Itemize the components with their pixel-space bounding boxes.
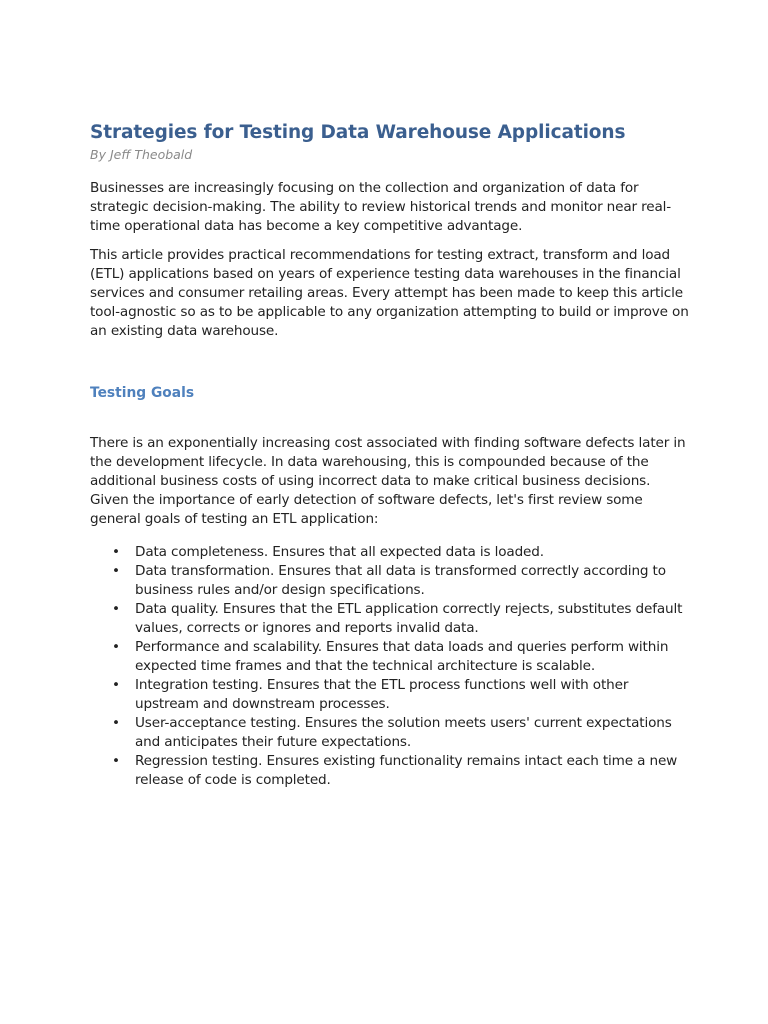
list-item bbox=[90, 676, 690, 714]
document-page bbox=[90, 120, 690, 790]
bullet-icon: • bbox=[112, 639, 120, 655]
article-byline: By Jeff Theobald bbox=[90, 147, 193, 162]
list-item bbox=[90, 638, 690, 676]
article-title: Strategies for Testing Data Warehouse Applications bbox=[90, 122, 626, 143]
bullet-icon: • bbox=[112, 544, 120, 560]
list-item-text: Data quality. Ensures that the ETL application correctly rejects, substitutes default values, corrects or ignores and reports invalid data. bbox=[135, 601, 683, 636]
list-item bbox=[90, 562, 690, 600]
list-item-text: Data completeness. Ensures that all expected data is loaded. bbox=[135, 544, 544, 560]
bullet-icon: • bbox=[112, 601, 120, 617]
list-item-text: Integration testing. Ensures that the ETL process functions well with other upstream and downstream processes. bbox=[135, 677, 629, 712]
intro-paragraph: Businesses are increasingly focusing on the collection and organization of data for strategic decision-making. The ability to review historical trends and monitor near real-time operational data has become a key competitive advantage. bbox=[90, 180, 672, 234]
bullet-icon: • bbox=[112, 753, 120, 769]
list-item-text: Performance and scalability. Ensures that data loads and queries perform within expected time frames and that the technical architecture is scalable. bbox=[135, 639, 669, 674]
scope-paragraph: This article provides practical recommendations for testing extract, transform and load (ETL) applications based on years of experience testing data warehouses in the financial services and consumer retailing areas. Every attempt has been made to keep this article tool-agnostic so as to be applicable to any organization attempting to build or improve on an existing data warehouse. bbox=[90, 247, 689, 339]
list-item bbox=[90, 752, 690, 790]
testing-goals-list bbox=[90, 543, 690, 790]
list-item bbox=[90, 543, 690, 562]
section-heading-testing-goals: Testing Goals bbox=[90, 385, 195, 401]
list-item-text: Data transformation. Ensures that all data is transformed correctly according to business rules and/or design specifications. bbox=[135, 563, 666, 598]
list-item-text: Regression testing. Ensures existing functionality remains intact each time a new release of code is completed. bbox=[135, 753, 678, 788]
bullet-icon: • bbox=[112, 563, 120, 579]
bullet-icon: • bbox=[112, 677, 120, 693]
list-item bbox=[90, 714, 690, 752]
bullet-icon: • bbox=[112, 715, 120, 731]
list-item bbox=[90, 600, 690, 638]
list-item-text: User-acceptance testing. Ensures the solution meets users' current expectations and anticipates their future expectations. bbox=[135, 715, 672, 750]
testing-goals-intro: There is an exponentially increasing cost associated with finding software defects later in the development lifecycle. In data warehousing, this is compounded because of the additional business costs of using incorrect data to make critical business decisions. Given the importance of early detection of software defects, let's first review some general goals of testing an ETL application: bbox=[90, 435, 686, 527]
